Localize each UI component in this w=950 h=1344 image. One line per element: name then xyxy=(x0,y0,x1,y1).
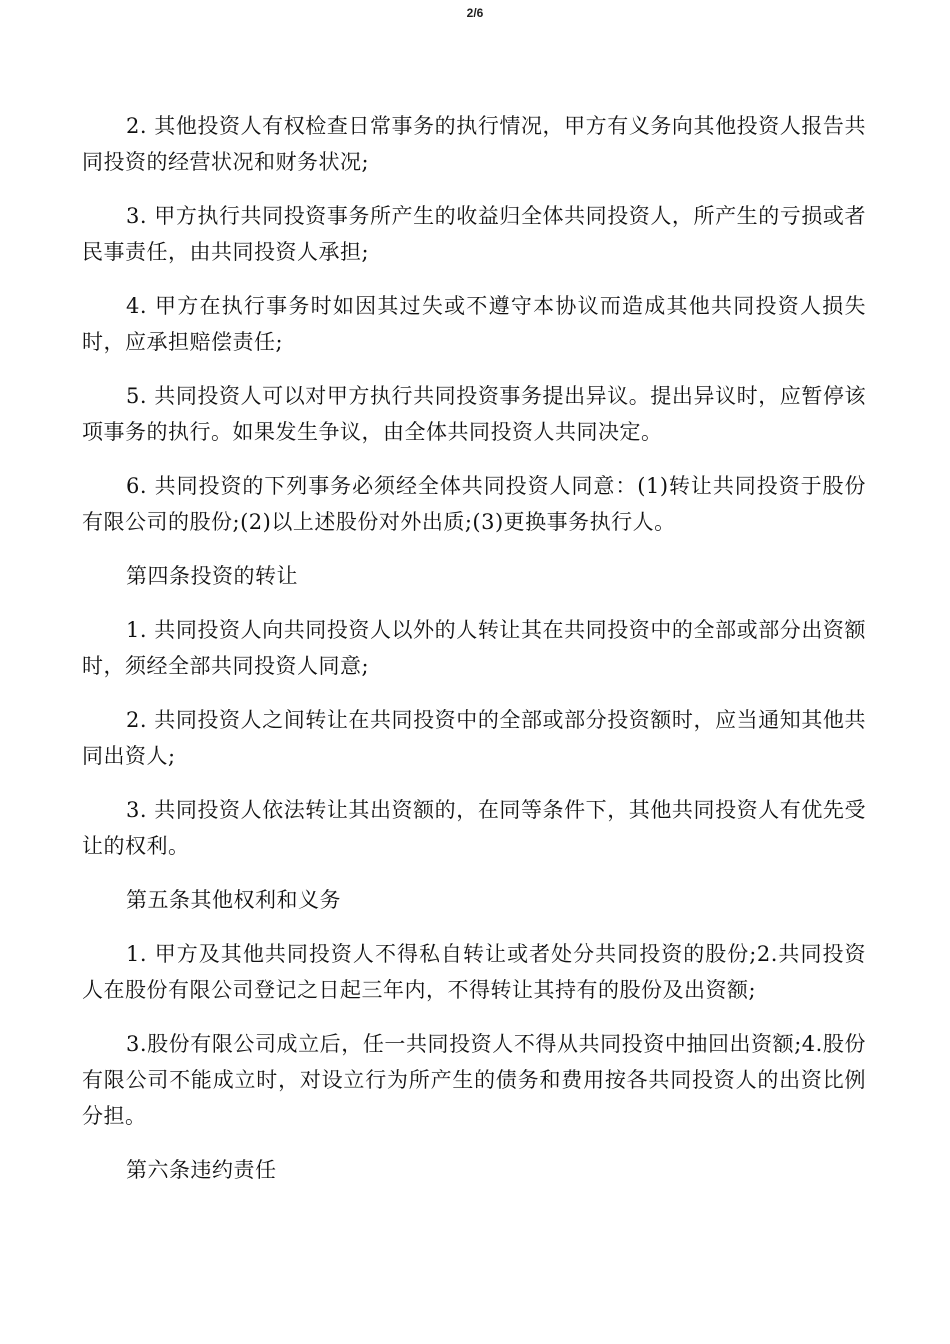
paragraph-transfer-1: 1. 共同投资人向共同投资人以外的人转让其在共同投资中的全部或部分出资额时，须经全部共同投资人同意; xyxy=(82,618,866,678)
document-body xyxy=(82,108,866,1206)
section-heading-article-6: 第六条违约责任 xyxy=(126,1158,277,1182)
page-number: 2/6 xyxy=(466,6,484,20)
paragraph-item-4: 4. 甲方在执行事务时如因其过失或不遵守本协议而造成其他共同投资人损失时，应承担赔偿责任; xyxy=(82,294,866,354)
section-heading-article-4: 第四条投资的转让 xyxy=(126,564,298,588)
paragraph-transfer-3: 3. 共同投资人依法转让其出资额的，在同等条件下，其他共同投资人有优先受让的权利。 xyxy=(82,798,866,858)
paragraph-item-6: 6. 共同投资的下列事务必须经全体共同投资人同意：(1)转让共同投资于股份有限公司的股份;(2)以上述股份对外出质;(3)更换事务执行人。 xyxy=(82,474,866,534)
paragraph-rights-3: 3.股份有限公司成立后，任一共同投资人不得从共同投资中抽回出资额;4.股份有限公司不能成立时，对设立行为所产生的债务和费用按各共同投资人的出资比例分担。 xyxy=(82,1032,866,1128)
paragraph-item-3: 3. 甲方执行共同投资事务所产生的收益归全体共同投资人，所产生的亏损或者民事责任，由共同投资人承担; xyxy=(82,204,866,264)
paragraph-rights-1: 1. 甲方及其他共同投资人不得私自转让或者处分共同投资的股份;2.共同投资人在股份有限公司登记之日起三年内，不得转让其持有的股份及出资额; xyxy=(82,942,866,1002)
paragraph-item-2: 2. 其他投资人有权检查日常事务的执行情况，甲方有义务向其他投资人报告共同投资的经营状况和财务状况; xyxy=(82,114,866,174)
paragraph-item-5: 5. 共同投资人可以对甲方执行共同投资事务提出异议。提出异议时，应暂停该项事务的执行。如果发生争议，由全体共同投资人共同决定。 xyxy=(82,384,866,444)
paragraph-transfer-2: 2. 共同投资人之间转让在共同投资中的全部或部分投资额时，应当通知其他共同出资人; xyxy=(82,708,866,768)
section-heading-article-5: 第五条其他权利和义务 xyxy=(126,888,341,912)
